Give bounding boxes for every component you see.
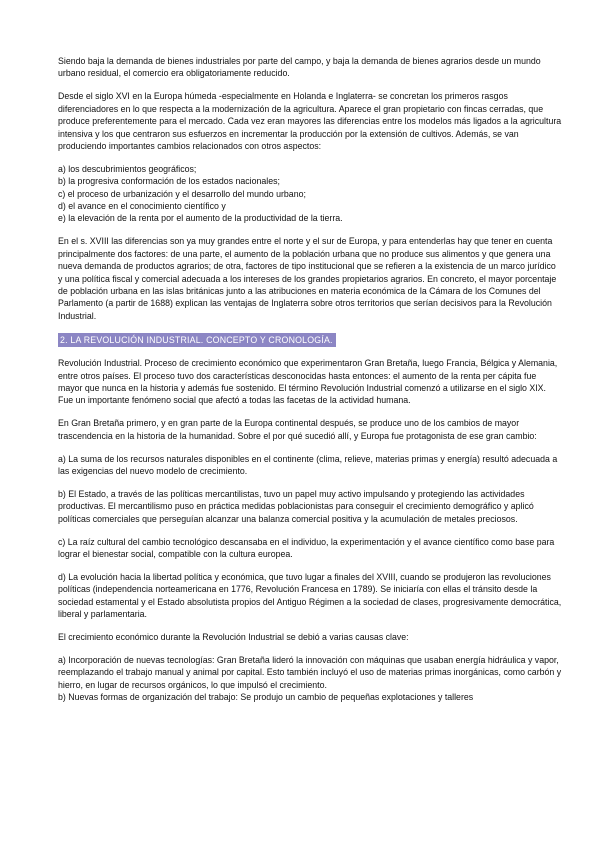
paragraph-definition: Revolución Industrial. Proceso de crecimiento económico que experimentaron Gran Bretaña, luego Francia, Bélgica y Alemania, entre otros países. El proceso tuvo dos características desconocidas hasta entonces: el aumento de la renta per cápita fue mayor que nunca en la historia y además fue sostenido. El término Revolución Industrial comenzó a utilizarse en el siglo XIX. Fue un importante fenómeno social que afectó a todas las facetas de la actividad humana. xyxy=(58,358,558,406)
paragraph-cause-c: c) La raíz cultural del cambio tecnológico descansaba en el individuo, la experimentación y el avance científico como base para lograr el bienestar social, compatible con la cultura europea. xyxy=(58,536,555,559)
list-item: d) el avance en el conocimiento científico y xyxy=(58,201,226,212)
section-heading: 2. LA REVOLUCIÓN INDUSTRIAL. CONCEPTO Y CRONOLOGÍA. xyxy=(58,333,336,347)
paragraph-cause-a: a) La suma de los recursos naturales disponibles en el continente (clima, relieve, materias primas y energía) resultó adecuada a las exigencias del nuevo modelo de crecimiento. xyxy=(58,453,558,476)
list-item: b) la progresiva conformación de los estados nacionales; xyxy=(58,176,281,187)
paragraph-xviii-century: En el s. XVIII las diferencias son ya muy grandes entre el norte y el sur de Europa, y para entenderlas hay que tener en cuenta principalmente dos factores: de una parte, el aumento de la población urbana que no produce sus alimentos y que genera una nueva demanda de productos agrarios; de otra, factores de tipo institucional que se refieren a la existencia de un marco jurídico y una política fiscal y comercial adecuada a los intereses de los grandes propietarios agrarios. En concreto, el mayor porcentaje de población urbana en las islas británicas junto a las atribuciones en materia económica de la Cámara de los Comunes del Parlamento (a partir de 1688) explican las ventajas de Inglaterra sobre otros territorios que serían decisivos para la Revolución Industrial. xyxy=(58,236,557,321)
paragraph-cause-d: d) La evolución hacia la libertad política y económica, que tuvo lugar a finales del XVIII, cuando se produjeron las revoluciones políticas (independencia norteamericana en 1776, Revolución Francesa en 1789). Se iniciaría con ellas el tránsito desde la sociedad estamental y el Estado absolutista propios del Antiguo Régimen a la sociedad de clases, progresivamente democrática, liberal y parlamentaria. xyxy=(58,571,562,620)
aspects-list xyxy=(58,163,562,225)
list-item: a) Incorporación de nuevas tecnologías: Gran Bretaña lideró la innovación con máquinas que usaban energía hidráulica y vapor, reemplazando el trabajo manual y animal por capital. Esto también incluyó el uso de materias primas inorgánicas, como carbón y hierro, en lugar de recursos orgánicos, lo que impulsó el crecimiento. xyxy=(58,654,562,690)
paragraph-cause-b: b) El Estado, a través de las políticas mercantilistas, tuvo un papel muy activo impulsando y protegiendo las actividades productivas. El mercantilismo puso en práctica medidas poblacionistas para conseguir el crecimiento demográfico y aplicó políticas comerciales que perseguían alcanzar una balanza comercial positiva y la acumulación de metales preciosos. xyxy=(58,488,534,524)
paragraph-trade: Siendo baja la demanda de bienes industriales por parte del campo, y baja la demanda de bienes agrarios desde un mundo urbano residual, el comercio era obligatoriamente reducido. xyxy=(58,56,541,79)
list-item: b) Nuevas formas de organización del trabajo: Se produjo un cambio de pequeñas explotaciones y talleres xyxy=(58,692,474,703)
paragraph-agriculture: Desde el siglo XVI en la Europa húmeda -especialmente en Holanda e Inglaterra- se concretan los primeros rasgos diferenciadores en lo que respecta a la modernización de la agricultura. Aparece el gran propietario con fincas cerradas, que produce preferentemente para el mercado. Cada vez eran mayores las diferencias entre los modelos más ligados a la agricultura intensiva y los que centraron sus esfuerzos en incrementar la producción por la extensión de cultivos. Además, se van produciendo importantes cambios relacionados con otros aspectos: xyxy=(58,91,562,151)
causes-list xyxy=(58,654,562,704)
list-item: c) el proceso de urbanización y el desarrollo del mundo urbano; xyxy=(58,188,306,199)
list-item: e) la elevación de la renta por el aumento de la productividad de la tierra. xyxy=(58,213,343,224)
paragraph-great-britain: En Gran Bretaña primero, y en gran parte de la Europa continental después, se produce uno de los cambios de mayor trascendencia en la historia de la humanidad. Sobre el por qué sucedió allí, y Europa fue protagonista de ese gran cambio: xyxy=(58,418,537,441)
list-item: a) los descubrimientos geográficos; xyxy=(58,163,197,174)
paragraph-growth-causes: El crecimiento económico durante la Revolución Industrial se debió a varias causas clave: xyxy=(58,632,409,643)
